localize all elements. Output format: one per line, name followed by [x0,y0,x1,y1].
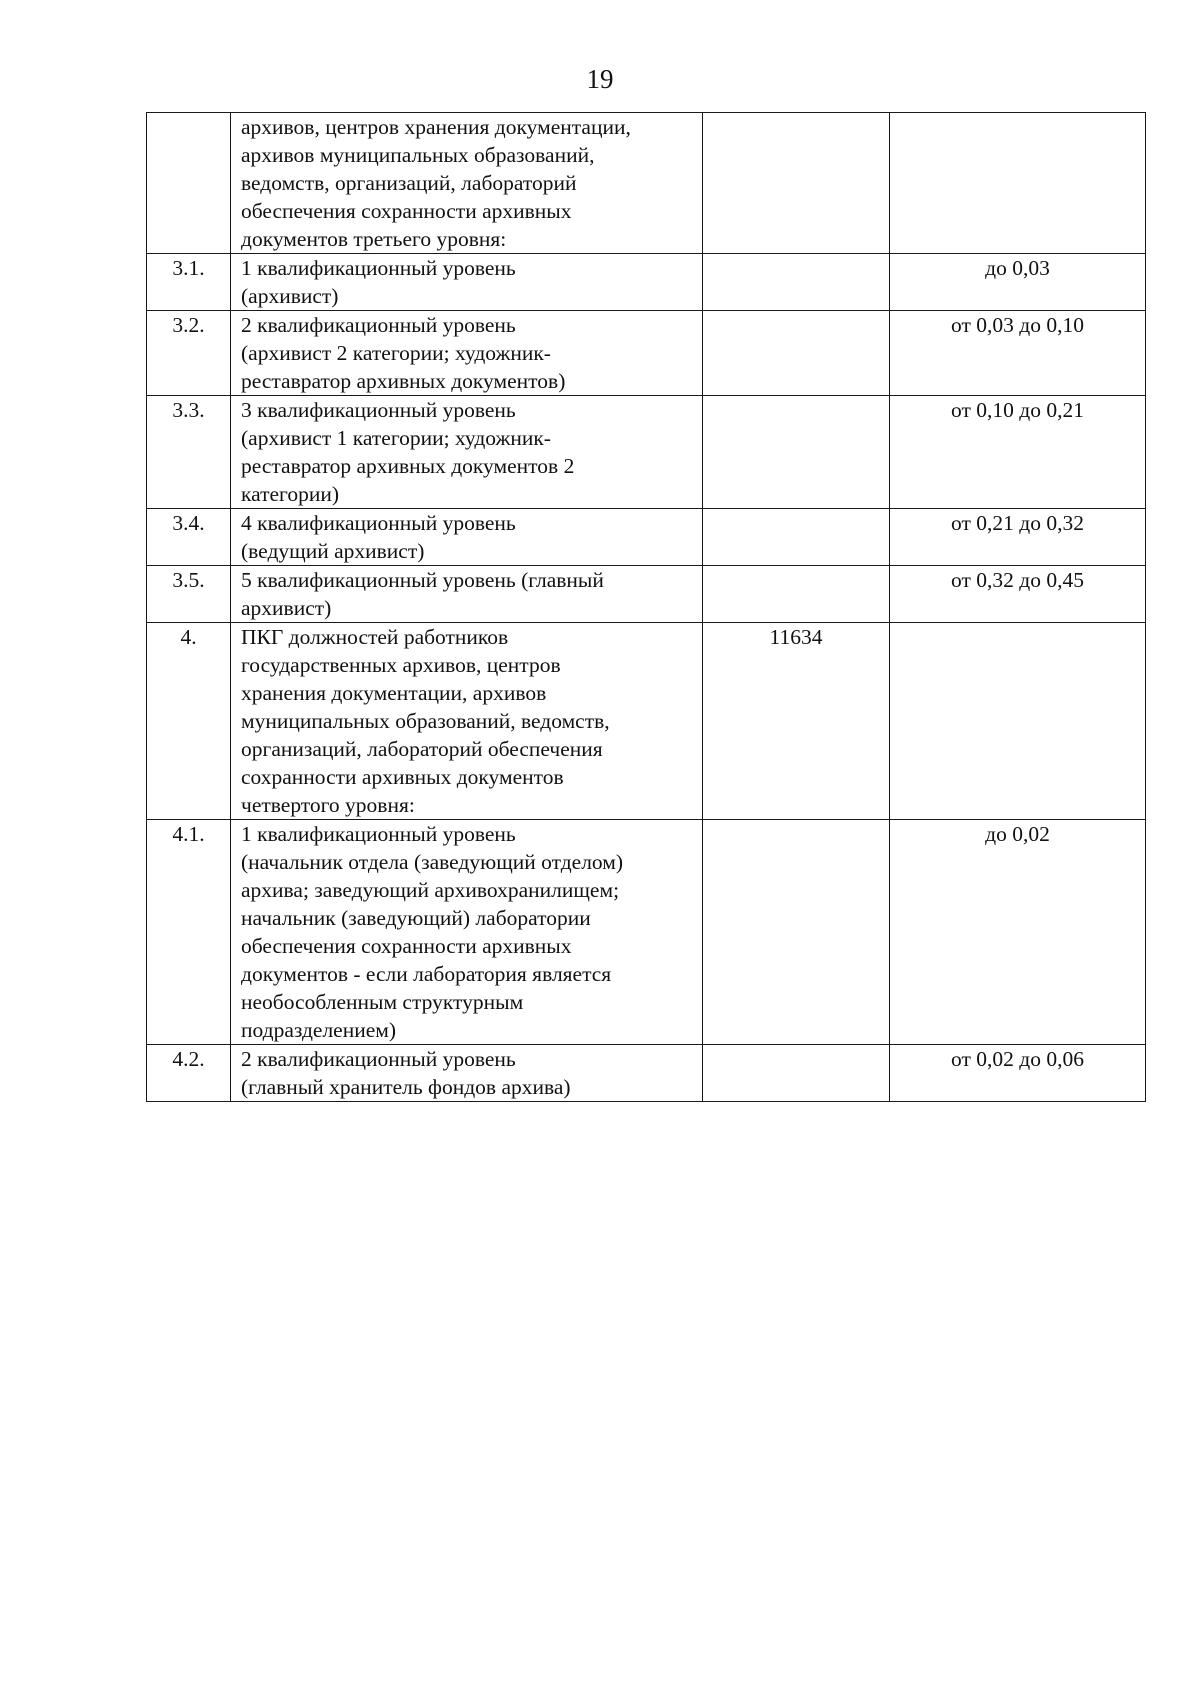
position-name-line: муниципальных образований, ведомств, [241,709,610,733]
coefficient [890,623,1146,820]
row-number: 4. [147,623,231,820]
row-number: 4.2. [147,1045,231,1102]
position-name-line: (начальник отдела (заведующий отделом) [241,850,624,874]
coefficient: от 0,03 до 0,10 [890,311,1146,396]
base-salary [703,311,890,396]
position-name-line: архивов, центров хранения документации, [241,115,631,139]
position-name-line: категории) [241,482,339,506]
row-number: 3.4. [147,509,231,566]
position-name-line: сохранности архивных документов [241,765,564,789]
position-name [231,820,703,1045]
position-name [231,113,703,254]
base-salary [703,1045,890,1102]
position-name-line: (архивист 1 категории; художник- [241,426,551,450]
table-row [147,623,1146,820]
coefficient: от 0,21 до 0,32 [890,509,1146,566]
position-name-line: 1 квалификационный уровень [241,256,516,280]
row-number [147,113,231,254]
base-salary [703,509,890,566]
position-name [231,311,703,396]
position-name-line: государственных архивов, центров [241,653,561,677]
position-name-line: ПКГ должностей работников [241,625,509,649]
table-row [147,509,1146,566]
position-name-line: 2 квалификационный уровень [241,313,516,337]
position-name-line: (ведущий архивист) [241,539,425,563]
position-name-line: хранения документации, архивов [241,681,547,705]
row-number: 4.1. [147,820,231,1045]
position-name-line: 3 квалификационный уровень [241,398,516,422]
position-name-line: 4 квалификационный уровень [241,511,516,535]
position-name-line: 5 квалификационный уровень (главный [241,568,604,592]
position-name [231,254,703,311]
position-name-line: реставратор архивных документов 2 [241,454,575,478]
position-name-line: организаций, лабораторий обеспечения [241,737,603,761]
position-name-line: 1 квалификационный уровень [241,822,516,846]
table-row [147,311,1146,396]
position-name-line: архивист) [241,596,332,620]
position-name [231,1045,703,1102]
position-name [231,509,703,566]
position-name-line: документов третьего уровня: [241,227,507,251]
table-row [147,566,1146,623]
coefficient: до 0,03 [890,254,1146,311]
salary-table [146,112,1146,1102]
row-number: 3.3. [147,396,231,509]
page-number: 19 [586,64,614,94]
coefficient: от 0,02 до 0,06 [890,1045,1146,1102]
position-name-line: архивов муниципальных образований, [241,143,595,167]
position-name-line: (главный хранитель фондов архива) [241,1075,571,1099]
position-name-line: (архивист) [241,284,339,308]
base-salary [703,396,890,509]
position-name [231,396,703,509]
position-name-line: реставратор архивных документов) [241,369,566,393]
base-salary: 11634 [703,623,890,820]
position-name-line: необособленным структурным [241,990,524,1014]
position-name-line: документов - если лаборатория является [241,962,612,986]
position-name-line: архива; заведующий архивохранилищем; [241,878,620,902]
coefficient: от 0,10 до 0,21 [890,396,1146,509]
position-name-line: обеспечения сохранности архивных [241,934,572,958]
table-row [147,820,1146,1045]
row-number: 3.2. [147,311,231,396]
base-salary [703,254,890,311]
position-name [231,623,703,820]
table-row [147,1045,1146,1102]
row-number: 3.5. [147,566,231,623]
position-name-line: (архивист 2 категории; художник- [241,341,551,365]
position-name-line: подразделением) [241,1018,397,1042]
coefficient: до 0,02 [890,820,1146,1045]
table-row [147,254,1146,311]
coefficient [890,113,1146,254]
table-row [147,396,1146,509]
base-salary [703,566,890,623]
position-name-line: четвертого уровня: [241,793,415,817]
position-name-line: 2 квалификационный уровень [241,1047,516,1071]
position-name-line: начальник (заведующий) лаборатории [241,906,591,930]
base-salary [703,820,890,1045]
row-number: 3.1. [147,254,231,311]
table-row [147,113,1146,254]
position-name [231,566,703,623]
position-name-line: ведомств, организаций, лабораторий [241,171,577,195]
base-salary [703,113,890,254]
position-name-line: обеспечения сохранности архивных [241,199,572,223]
coefficient: от 0,32 до 0,45 [890,566,1146,623]
